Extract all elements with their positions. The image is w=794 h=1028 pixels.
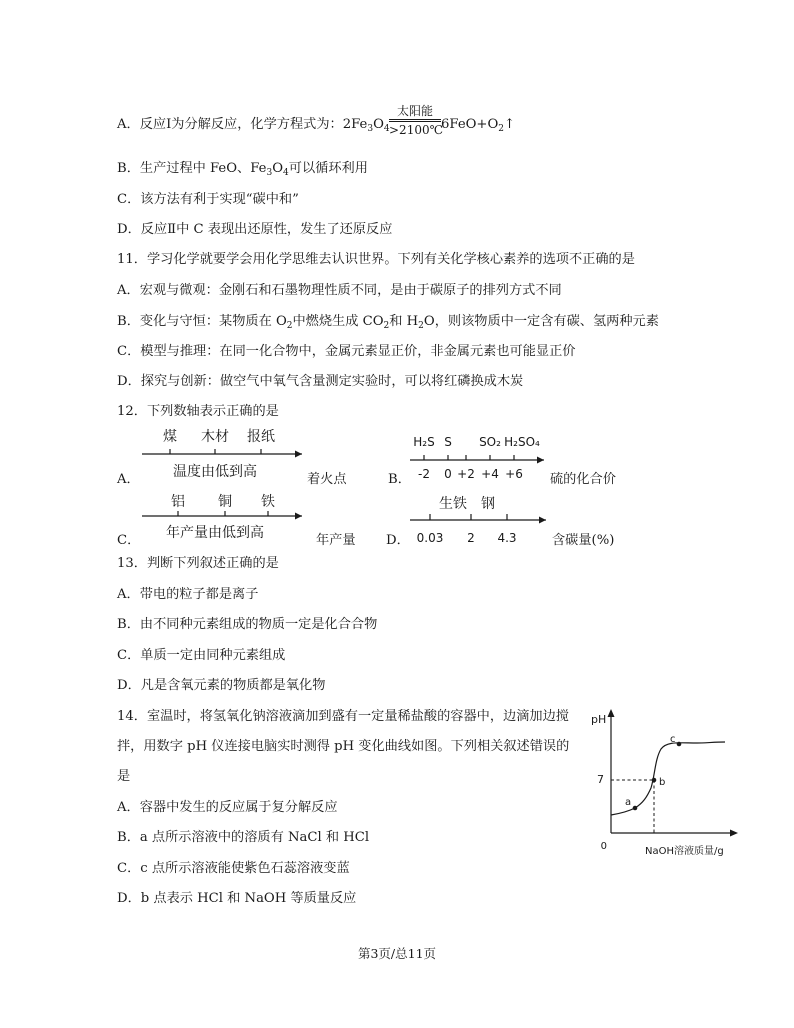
graph-point-b <box>652 778 657 783</box>
q12-option-d-label: D． <box>386 533 410 548</box>
q12-number-line-a <box>140 424 310 484</box>
axis-a-item-coal: 煤 <box>163 429 177 445</box>
axis-c-item-iron: 铁 <box>261 494 275 510</box>
graph-y-arrowhead <box>608 709 615 717</box>
q10-option-c: C．该方法有利于实现“碳中和” <box>117 192 299 207</box>
q14-option-c: C．c 点所示溶液能使紫色石蕊溶液变蓝 <box>117 861 350 876</box>
q14-stem-line-3: 是 <box>117 769 131 784</box>
axis-b-compound-h2so4: H₂SO₄ <box>504 435 540 449</box>
axis-b-tick-label: -2 <box>418 467 430 481</box>
axis-d-item-steel: 钢 <box>481 496 495 512</box>
q12-option-c-right-text: 年产量 <box>316 533 356 548</box>
q13-stem: 13．判断下列叙述正确的是 <box>117 556 279 571</box>
q11-option-b: B．变化与守恒：某物质在 $O_2$中燃烧生成 $CO_2$和 $H_2O$，则该物质中一定含有碳、氢两种元素 <box>117 314 659 331</box>
graph-ylabel: pH <box>591 713 607 726</box>
q12-option-a-label: A． <box>117 472 140 487</box>
axis-b-compound-h2s: H₂S <box>413 435 435 449</box>
axis-d-tick-label: 4.3 <box>497 531 517 545</box>
graph-label-c: c <box>670 734 676 745</box>
axis-a-arrowhead <box>295 451 302 458</box>
q12-number-line-c <box>140 490 310 546</box>
axis-b-compound-so2: SO₂ <box>479 435 501 449</box>
q12-number-line-b <box>408 432 553 484</box>
q10-option-b: B．生产过程中 FeO、$Fe_3O_4$可以循环利用 <box>117 161 368 178</box>
q11-option-d: D．探究与创新：做空气中氧气含量测定实验时，可以将红磷换成木炭 <box>117 374 524 389</box>
q12-option-d-right-text: 含碳量(%) <box>552 533 615 548</box>
graph-point-c <box>677 742 682 747</box>
q12-option-b-label: B． <box>388 472 411 487</box>
q10-option-d: D．反应Ⅱ中 C 表现出还原性，发生了还原反应 <box>117 222 393 237</box>
q13-option-a: A．带电的粒子都是离子 <box>117 587 259 602</box>
q14-option-b: B．a 点所示溶液中的溶质有 NaCl 和 HCl <box>117 830 370 845</box>
axis-d-arrowhead <box>539 517 546 524</box>
q13-option-c: C．单质一定由同种元素组成 <box>117 648 286 663</box>
axis-a-arrow-text: 温度由低到高 <box>173 464 257 480</box>
axis-b-compound-s: S <box>444 435 452 449</box>
axis-b-arrowhead <box>537 457 544 464</box>
condition-bottom: >2100℃ <box>389 123 444 137</box>
axis-b-tick-label: +4 <box>481 467 499 481</box>
q10-option-a-products: $6FeO+O_2↑$ <box>441 117 516 134</box>
graph-x-arrowhead <box>730 830 738 837</box>
reaction-condition <box>389 104 444 137</box>
graph-label-b: b <box>659 777 666 788</box>
q12-option-c-label: C． <box>117 533 141 548</box>
axis-b-tick-label: 0 <box>444 467 452 481</box>
graph-origin-label: 0 <box>600 841 607 852</box>
axis-c-arrow-text: 年产量由低到高 <box>166 525 264 541</box>
page-footer: 第3页/总11页 <box>357 946 437 961</box>
axis-a-item-wood: 木材 <box>201 429 229 445</box>
graph-xlabel: NaOH溶液质量/g <box>645 846 724 857</box>
axis-c-item-copper: 铜 <box>218 494 232 510</box>
q10-option-a: A．反应Ⅰ为分解反应，化学方程式为：$2Fe_3O_4$ <box>117 117 390 134</box>
condition-top: 太阳能 <box>396 104 433 118</box>
q14-option-d: D．b 点表示 HCl 和 NaOH 等质量反应 <box>117 891 357 906</box>
q13-option-b: B．由不同种元素组成的物质一定是化合合物 <box>117 617 378 632</box>
axis-c-item-aluminum: 铝 <box>171 494 185 510</box>
graph-y7-label: 7 <box>597 773 604 786</box>
q11-stem: 11．学习化学就要学会用化学思维去认识世界。下列有关化学核心素养的选项不正确的是 <box>117 252 635 267</box>
axis-d-item-pig-iron: 生铁 <box>439 496 467 512</box>
q14-stem-line-1: 14．室温时，将氢氧化钠溶液滴加到盛有一定量稀盐酸的容器中，边滴加边搅 <box>117 709 569 724</box>
q11-option-c: C．模型与推理：在同一化合物中，金属元素显正价，非金属元素也可能显正价 <box>117 344 576 359</box>
q14-option-a: A．容器中发生的反应属于复分解反应 <box>117 800 338 815</box>
q12-stem: 12．下列数轴表示正确的是 <box>117 404 279 419</box>
graph-label-a: a <box>625 797 632 808</box>
axis-c-arrowhead <box>295 513 302 520</box>
q14-stem-line-2: 拌，用数字 pH 仪连接电脑实时测得 pH 变化曲线如图。下列相关叙述错误的 <box>117 739 570 754</box>
q12-number-line-d <box>408 492 553 546</box>
q11-option-a: A．宏观与微观：金刚石和石墨物理性质不同，是由于碳原子的排列方式不同 <box>117 283 562 298</box>
q12-option-a-right-text: 着火点 <box>307 472 347 487</box>
q12-option-b-right-text: 硫的化合价 <box>550 472 616 487</box>
axis-d-tick-label: 0.03 <box>416 531 444 545</box>
q13-option-d: D．凡是含氧元素的物质都是氧化物 <box>117 678 326 693</box>
axis-a-item-paper: 报纸 <box>247 429 275 445</box>
ph-curve-graph <box>585 703 745 861</box>
axis-d-tick-label: 2 <box>467 531 475 545</box>
axis-b-tick-label: +2 <box>457 467 475 481</box>
axis-b-tick-label: +6 <box>505 467 523 481</box>
graph-point-a <box>633 806 638 811</box>
